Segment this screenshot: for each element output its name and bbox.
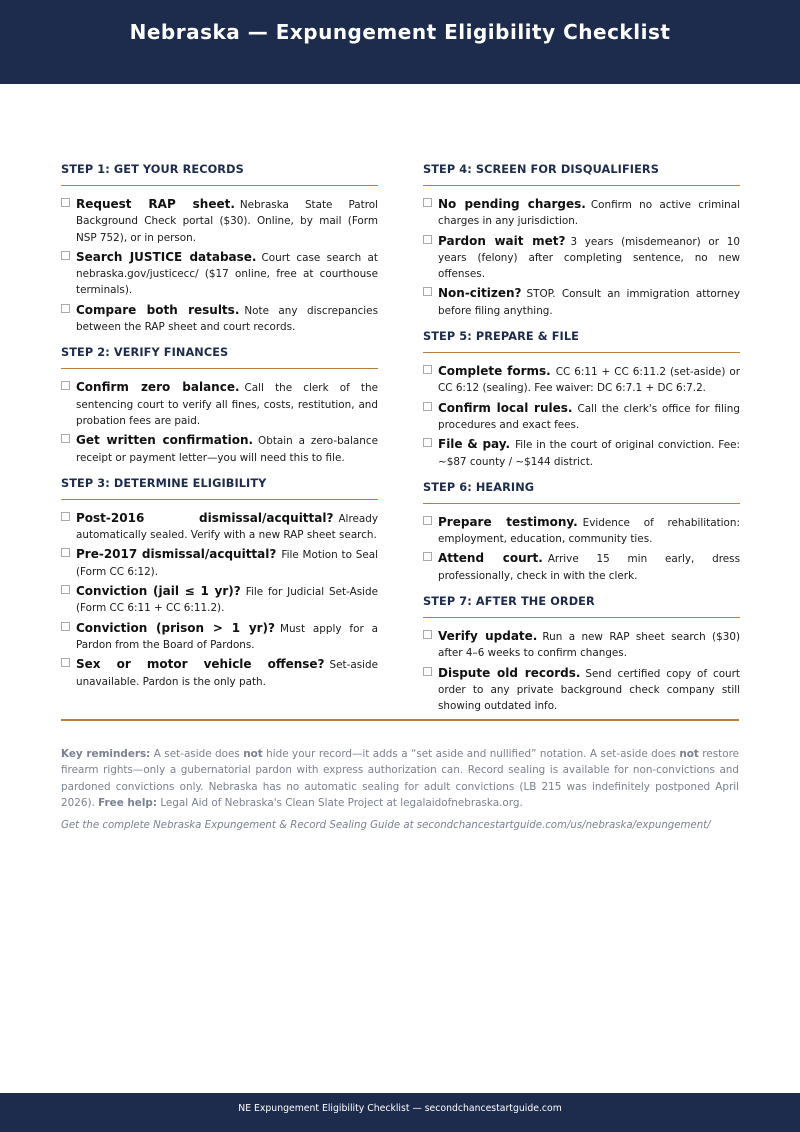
item-label: Confirm zero balance. [76,380,240,395]
guide-link[interactable]: Get the complete Nebraska Expungement & Record Sealing Guide at secondchancestartguide.com/us/nebraska/expungement/ [61,820,711,831]
item-description: Confirm no active criminal charges in any jurisdiction. [438,199,741,228]
checkbox[interactable] [61,381,70,390]
checklist-item [61,379,378,429]
emphasis-not: not [243,748,263,760]
item-text [438,233,740,283]
checkbox[interactable] [61,434,70,443]
checklist-item [61,620,378,654]
item-text [438,196,740,230]
item-label: Verify update. [438,629,538,644]
item-text [438,285,740,319]
step-4 [423,163,740,319]
checklist-item [61,302,378,336]
checkbox[interactable] [423,438,432,447]
emphasis-not: not [679,748,699,760]
item-description: STOP. Consult an immigration attorney before filing anything. [438,288,740,317]
step-title: STEP 3: DETERMINE ELIGIBILITY [61,477,378,500]
checklist-item [423,285,740,319]
item-description: Run a new RAP sheet search ($30) after 4–6 weeks to confirm changes. [438,631,740,660]
item-label: Conviction (prison > 1 yr)? [76,620,275,635]
item-label: Dispute old records. [438,665,581,680]
item-label: Prepare testimony. [438,514,578,529]
item-text [76,302,378,336]
item-description: Nebraska State Patrol Background Check portal ($30). Online, by mail (Form NSP 752), or in person. [76,199,378,244]
item-text [76,249,378,299]
item-text [76,510,378,544]
reminders-text: restore firearm rights—only a gubernatorial pardon with express authorization can. Record sealing is available for non-convictions and pardoned convictions only. Nebraska has no automatic sealing for adult convictions (LB 215 was indefinitely postponed April 2026). [61,748,740,809]
checklist-item [61,510,378,544]
step-title: STEP 6: HEARING [423,481,740,504]
item-description: Court case search at nebraska.gov/justicecc/ ($17 online, free at courthouse terminals). [76,251,378,297]
checkbox[interactable] [61,251,70,260]
item-text [438,436,740,470]
item-description: CC 6:11 + CC 6:11.2 (set-aside) or CC 6:12 (sealing). Fee waiver: DC 6:7.1 + DC 6:7.2. [438,366,740,395]
step-title: STEP 1: GET YOUR RECORDS [61,163,378,186]
checklist-item [61,196,378,246]
item-description: Call the clerk's office for filing procedures and exact fees. [438,402,740,431]
item-text [438,363,740,397]
item-text [76,656,378,690]
item-label: Sex or motor vehicle offense? [76,657,325,672]
checkbox[interactable] [423,630,432,639]
item-text [76,583,378,617]
item-text [438,400,740,434]
section-divider [61,719,739,721]
item-label: Non-citizen? [438,286,522,301]
item-text [438,550,740,584]
item-text [438,665,740,715]
step-7 [423,595,740,714]
item-text [76,620,378,654]
item-text [76,379,378,429]
item-label: Pardon wait met? [438,233,566,248]
item-description: Already automatically sealed. Verify with a new RAP sheet search. [76,512,378,542]
checkbox[interactable] [61,198,70,207]
item-label: Search JUSTICE database. [76,249,257,264]
step-title: STEP 5: PREPARE & FILE [423,330,740,353]
checklist-item [423,400,740,434]
checklist-item [423,665,740,715]
checklist-item [61,249,378,299]
item-text [76,432,378,466]
item-description: 3 years (misdemeanor) or 10 years (felony) after completing sentence, no new offenses. [438,235,740,281]
item-description: Note any discrepancies between the RAP sheet and court records. [76,304,378,334]
item-label: Compare both results. [76,302,240,317]
footer-bar [0,1093,800,1132]
step-title: STEP 2: VERIFY FINANCES [61,346,378,369]
step-title: STEP 4: SCREEN FOR DISQUALIFIERS [423,163,740,186]
footer-text: NE Expungement Eligibility Checklist — secondchancestartguide.com [238,1103,562,1114]
free-help-text: Legal Aid of Nebraska's Clean Slate Project at legalaidofnebraska.org. [160,796,523,809]
checkbox[interactable] [61,658,70,667]
checklist-item [423,233,740,283]
checkbox[interactable] [423,516,432,525]
step-1 [61,163,378,335]
item-label: Post-2016 dismissal/acquittal? [76,510,334,525]
item-text [438,514,740,548]
item-label: Conviction (jail ≤ 1 yr)? [76,584,241,599]
item-description: Arrive 15 min early, dress professionally, check in with the clerk. [438,553,740,582]
item-description: File in the court of original conviction. Fee: ∼$87 county / ∼$144 district. [438,439,740,468]
item-label: No pending charges. [438,197,586,211]
checkbox[interactable] [61,585,70,594]
checklist-item [61,656,378,690]
key-reminders [61,746,739,811]
checkbox[interactable] [423,365,432,374]
item-description: Evidence of rehabilitation: employment, education, community ties. [438,516,740,546]
step-2 [61,346,378,465]
left-column [61,163,378,701]
reminders-text: A set-aside does [153,748,240,760]
checkbox[interactable] [423,552,432,561]
item-description: Must apply for a Pardon from the Board of Pardons. [76,622,378,651]
item-label: Attend court. [438,551,543,566]
step-5 [423,330,740,470]
item-label: Confirm local rules. [438,400,573,415]
checklist-item [61,546,378,580]
free-help-label: Free help: [98,796,157,809]
item-label: Complete forms. [438,364,551,379]
header-bar [0,0,800,84]
item-label: Pre-2017 dismissal/acquittal? [76,547,277,562]
item-label: Get written confirmation. [76,433,254,448]
step-title: STEP 7: AFTER THE ORDER [423,595,740,618]
item-label: Request RAP sheet. [76,197,235,211]
reminders-text: hide your record—it adds a “set aside and nullified” notation. A set-aside does [266,748,676,760]
item-text [76,546,378,580]
item-label: File & pay. [438,437,511,452]
checklist-item [61,432,378,466]
checklist-item [423,196,740,230]
checkbox[interactable] [423,287,432,296]
item-text [76,196,378,246]
item-description: Send certified copy of court order to any private background check company still showing outdated info. [438,667,740,713]
step-6 [423,481,740,584]
checkbox[interactable] [61,622,70,631]
checklist-item [423,550,740,584]
checklist-item [423,514,740,548]
checklist-item [423,628,740,662]
item-description: Obtain a zero-balance receipt or payment letter—you will need this to file. [76,435,378,464]
checkbox[interactable] [423,235,432,244]
checkbox[interactable] [61,512,70,521]
step-3 [61,477,378,690]
checkbox[interactable] [423,402,432,411]
reminders-label: Key reminders: [61,748,151,760]
item-description: File Motion to Seal (Form CC 6:12). [76,549,378,578]
right-column [423,163,740,726]
page-title: Nebraska — Expungement Eligibility Checklist [129,20,671,44]
checkbox[interactable] [423,667,432,676]
checklist-item [423,363,740,397]
item-description: File for Judicial Set-Aside (Form CC 6:11 + CC 6:11.2). [76,586,378,615]
checklist-item [61,583,378,617]
checkbox[interactable] [61,548,70,557]
checkbox[interactable] [61,304,70,313]
checklist-item [423,436,740,470]
item-description: Set-aside unavailable. Pardon is the only path. [76,659,378,688]
item-text [438,628,740,662]
checkbox[interactable] [423,198,432,207]
item-description: Call the clerk of the sentencing court to verify all fines, costs, restitution, and probation fees are paid. [76,382,378,427]
